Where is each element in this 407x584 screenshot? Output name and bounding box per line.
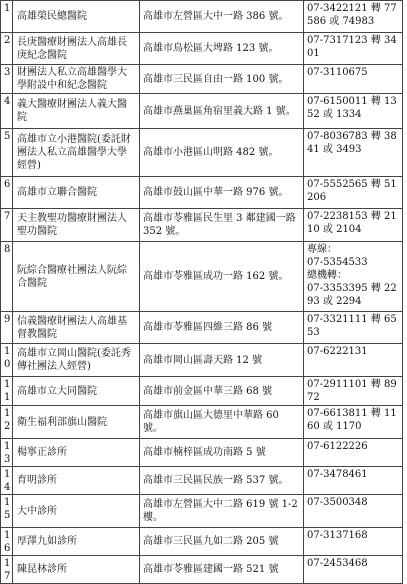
hospital-address: 高雄市燕巢區角宿里義大路 1 號。 [140,94,304,129]
hospital-address: 高雄市三民區自由一路 100 號。 [140,65,304,94]
row-number: 15 [1,495,13,528]
row-number: 1 [1,1,13,33]
row-number: 2 [1,33,13,65]
hospital-name: 信義醫療財團法人高雄基督教醫院 [13,312,140,344]
hospital-address: 高雄市三民區九如二路 205 號 [140,528,304,556]
hospital-name: 阮綜合醫療社團法人阮綜合醫院 [13,242,140,312]
hospital-phone: 07-2911101 轉 8972 [304,377,403,406]
hospital-name: 厚澤九如診所 [13,528,140,556]
hospital-phone: 07-3478461 [304,467,403,495]
hospital-address: 高雄市苓雅區建國一路 521 號 [140,556,304,584]
table-row [1,312,403,344]
row-number: 12 [1,406,13,439]
hospital-name: 高雄市立小港醫院(委託財團法人私立高雄醫學大學經營) [13,129,140,177]
hospital-address: 高雄市左營區大中一路 386 號。 [140,1,304,33]
hospital-address: 高雄市左營區大中二路 619 號 1-2 樓。 [140,495,304,528]
hospital-name: 義大醫療財團法人義大醫院 [13,94,140,129]
hospital-phone: 07-3422121 轉 77586 或 74983 [304,1,403,33]
row-number: 7 [1,209,13,242]
table-row [1,439,403,467]
table-row [1,65,403,94]
hospital-phone: 專線： 07-5354533 總機轉： 07-3353395 轉 2293 或 2294 [304,242,403,312]
hospital-phone: 07-6150011 轉 1352 或 1334 [304,94,403,129]
hospital-phone: 07-2453468 [304,556,403,584]
hospital-phone: 07-6613811 轉 1160 或 1170 [304,406,403,439]
table-row [1,94,403,129]
table-row [1,209,403,242]
hospital-phone: 07-2238153 轉 2110 或 2104 [304,209,403,242]
hospital-address: 高雄市楠梓區成功南路 5 號 [140,439,304,467]
row-number: 14 [1,467,13,495]
row-number: 11 [1,377,13,406]
row-number: 13 [1,439,13,467]
hospital-name: 天主教聖功醫療財團法人聖功醫院 [13,209,140,242]
hospital-phone: 07-3500348 [304,495,403,528]
table-row [1,344,403,377]
hospital-address: 高雄市苓雅區四維三路 86 號 [140,312,304,344]
hospital-address: 高雄市苓雅區民生里 3 鄰建國一路 352 號。 [140,209,304,242]
hospital-name: 大中診所 [13,495,140,528]
table-row [1,1,403,33]
table-row [1,33,403,65]
hospital-address: 高雄市小港區山明路 482 號。 [140,129,304,177]
row-number: 4 [1,94,13,129]
hospital-name: 衛生福利部旗山醫院 [13,406,140,439]
row-number: 5 [1,129,13,177]
hospital-phone: 07-6122226 [304,439,403,467]
hospital-name: 楊寧正診所 [13,439,140,467]
hospital-address: 高雄市三民區民族一路 537 號。 [140,467,304,495]
hospital-name: 財團法人私立高雄醫學大學附設中和紀念醫院 [13,65,140,94]
table-row [1,377,403,406]
hospital-phone: 07-3321111 轉 6553 [304,312,403,344]
row-number: 6 [1,177,13,209]
table-row [1,242,403,312]
hospital-name: 長庚醫療財團法人高雄長庚紀念醫院 [13,33,140,65]
hospital-name: 高雄榮民總醫院 [13,1,140,33]
table-row [1,495,403,528]
hospital-phone: 07-7317123 轉 3401 [304,33,403,65]
hospital-name: 陳昆林診所 [13,556,140,584]
table-row [1,467,403,495]
row-number: 17 [1,556,13,584]
hospital-phone: 07-8036783 轉 3841 或 3493 [304,129,403,177]
hospital-address: 高雄市前金區中華三路 68 號 [140,377,304,406]
table-row [1,406,403,439]
table-row [1,177,403,209]
row-number: 8 [1,242,13,312]
hospital-table-body [1,1,403,584]
hospital-name: 高雄市立聯合醫院 [13,177,140,209]
table-row [1,528,403,556]
hospital-address: 高雄市旗山區大德里中華路 60 號。 [140,406,304,439]
hospital-name: 高雄市立岡山醫院(委託秀傳社團法人經營) [13,344,140,377]
hospital-phone: 07-5552565 轉 51206 [304,177,403,209]
row-number: 3 [1,65,13,94]
hospital-name: 高雄市立大同醫院 [13,377,140,406]
hospital-phone: 07-3110675 [304,65,403,94]
table-row [1,556,403,584]
hospital-address: 高雄市岡山區壽天路 12 號 [140,344,304,377]
row-number: 9 [1,312,13,344]
hospital-address: 高雄市鳥松區大埤路 123 號。 [140,33,304,65]
hospital-name: 育明診所 [13,467,140,495]
hospital-phone: 07-3137168 [304,528,403,556]
table-row [1,129,403,177]
row-number: 16 [1,528,13,556]
hospital-address: 高雄市苓雅區成功一路 162 號。 [140,242,304,312]
hospital-phone: 07-6222131 [304,344,403,377]
row-number: 10 [1,344,13,377]
hospital-address: 高雄市鼓山區中華一路 976 號。 [140,177,304,209]
